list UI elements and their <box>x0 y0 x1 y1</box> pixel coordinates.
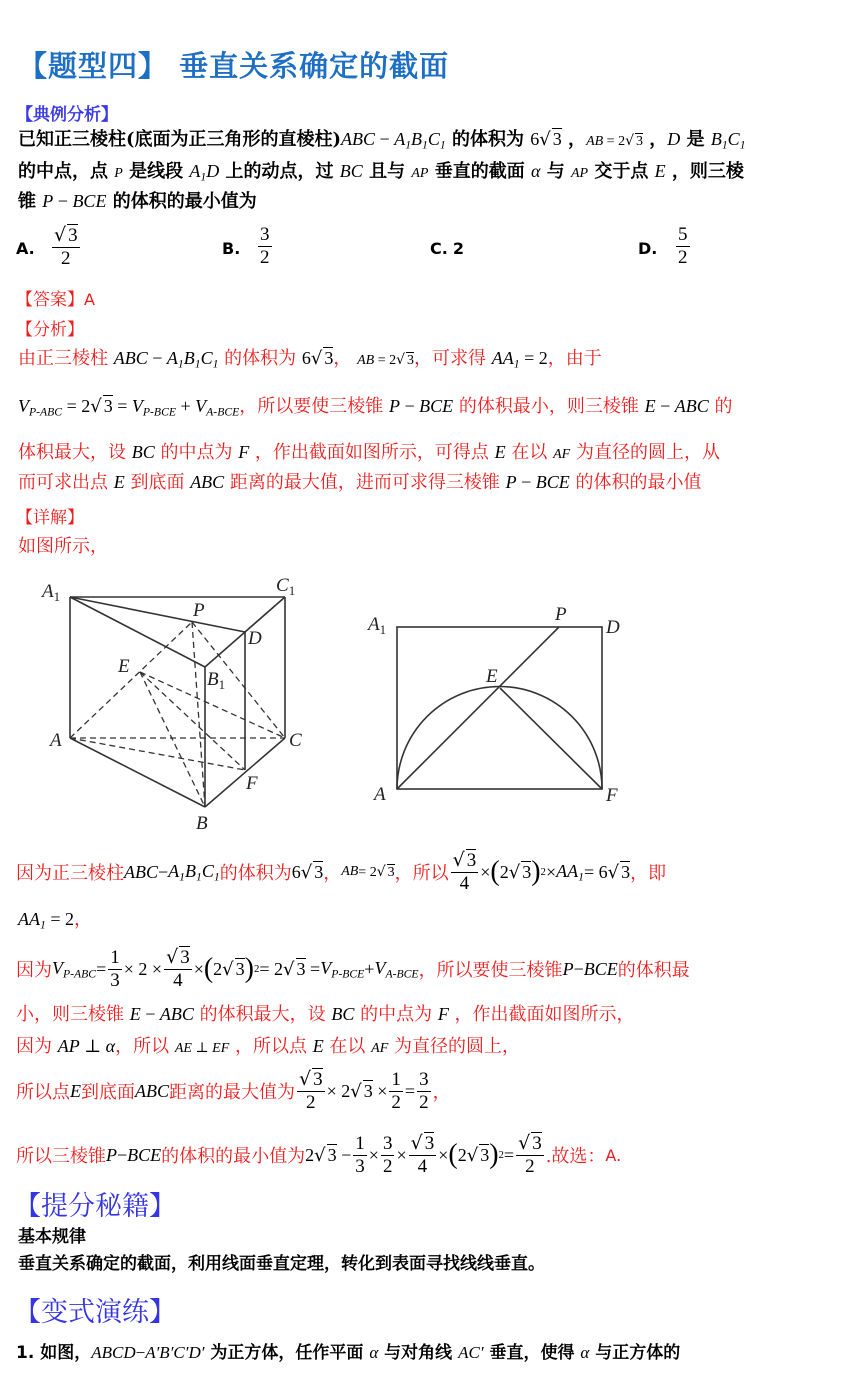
options-row <box>16 225 736 275</box>
detail-line-4: 小，则三棱锥 E − ABC 的体积最大，设 BC 的中点为 F ，作出截面如图所示， <box>16 1004 635 1025</box>
question-prefix: 已知正三棱柱(底面为正三角形的直棱柱) <box>18 129 342 150</box>
analysis-line-2: $V_{P-ABC} = 2√$ $3 = V_{P-BCE} + V_{A-BCE}$，所以要使三棱锥 P − BCE 的体积最小，则三棱锥 E − ABC 的 <box>18 396 733 419</box>
detail-line-3: 因为 $V_{P-ABC}$ = $\frac{1}{3}$ × 2 × $\frac{√ 3}{4}$ × ( 2√ 3 ) 2 = 2√ 3 = $V_{P-BCE}$ + $V_{A-BCE}$ ，所以要使三棱锥 P − BCE 的体积最 <box>16 946 690 991</box>
detail-intro: 如图所示， <box>18 536 108 557</box>
option-c-letter: C. <box>430 239 448 258</box>
option-a-value: $\frac{√ 3}{2}$ <box>54 224 78 269</box>
option-d-value: $\frac{5}{2}$ <box>678 224 688 268</box>
option-a-letter: A. <box>16 239 35 258</box>
option-a[interactable] <box>16 239 35 258</box>
detail-line-5: 因为 AP ⊥ α，所以 AE ⊥ EF ，所以点 E 在以 AF 为直径的圆上， <box>16 1036 520 1057</box>
label-F: F <box>606 785 618 806</box>
answer-label: 【答案】 <box>16 290 84 310</box>
label-C1: $C_1$ <box>276 575 296 598</box>
label-B: B <box>196 813 208 834</box>
option-b[interactable] <box>222 239 240 258</box>
prism-figure <box>0 560 340 840</box>
label-D: D <box>248 628 262 649</box>
detail-label: 【详解】 <box>16 508 84 528</box>
practice-question-1: 1. 如图，ABCD−A′B′C′D′ 为正方体，任作平面 α 与对角线 AC′ 垂直，使得 α 与正方体的 <box>16 1343 681 1363</box>
option-b-value: $\frac{3}{2}$ <box>260 224 270 268</box>
analysis-line-4: 而可求出点 E 到底面 ABC 距离的最大值，进而可求得三棱锥 P − BCE 的体积的最小值 <box>18 472 702 493</box>
q1-number: 1. <box>16 1343 35 1363</box>
label-F: F <box>246 773 258 794</box>
label-A: A <box>374 784 386 805</box>
label-E: E <box>486 666 498 687</box>
tips-text: 垂直关系确定的截面，利用线面垂直定理，转化到表面寻找线线垂直。 <box>18 1254 545 1274</box>
label-P: P <box>555 604 567 625</box>
tips-subtitle: 基本规律 <box>18 1227 86 1247</box>
option-b-letter: B. <box>222 239 241 258</box>
option-c-value: 2 <box>452 239 465 258</box>
cross-section-figure <box>360 595 640 815</box>
label-A1: $A_1$ <box>42 581 61 604</box>
option-c[interactable] <box>430 239 464 258</box>
question-line-2: 的中点，点 P 是线段 $A_1D$ 上的动点，过 BC 且与 AP 垂直的截面 α 与 AP 交于点 E ，则三棱 <box>18 161 744 184</box>
label-D: D <box>606 617 620 638</box>
page-title: 【题型四】 垂直关系确定的截面 <box>18 49 450 83</box>
question-line-1: 已知正三棱柱(底面为正三角形的直棱柱)$ABC - A_1B_1C_1$ 的体积为 6√ 3 ，AB = 2√ 3 ，D 是 $B_1C_1$ <box>18 129 746 152</box>
label-P: P <box>193 600 205 621</box>
detail-line-1: 因为正三棱柱 ABC − $A_1B_1C_1$ 的体积为 6√ 3 ， AB = 2√ 3 ，所以 $\frac{√ 3}{4}$ × ( 2√ 3 ) 2 × $AA_1$ = 6√ 3 ，即 <box>16 849 667 894</box>
analysis-line-3: 体积最大，设 BC 的中点为 F ，作出截面如图所示，可得点 E 在以 AF 为直径的圆上，从 <box>18 442 720 463</box>
tips-section-label: 【提分秘籍】 <box>14 1191 176 1222</box>
label-A: A <box>50 730 62 751</box>
label-C: C <box>289 730 302 751</box>
question-line-3: 锥 P − BCE 的体积的最小值为 <box>18 191 257 212</box>
example-section-label: 【典例分析】 <box>16 105 118 125</box>
label-B1: $B_1$ <box>207 669 226 692</box>
label-E: E <box>118 656 130 677</box>
answer-line <box>16 285 95 310</box>
detail-line-2: $AA_1 = 2$， <box>18 909 92 932</box>
option-d[interactable] <box>638 239 657 258</box>
detail-line-7: 所以三棱锥 P − BCE 的体积的最小值为 2√ 3 − $\frac{1}{3}$ × $\frac{3}{2}$ × $\frac{√ 3}{4}$ × ( 2√ 3 ) 2 = $\frac{√ 3}{2}$ .故选： A. <box>16 1132 622 1177</box>
label-A1: $A_1$ <box>368 614 387 637</box>
answer-value: A <box>84 290 95 309</box>
option-d-letter: D. <box>638 239 658 258</box>
analysis-label: 【分析】 <box>16 320 84 340</box>
detail-line-6: 所以点 E 到底面 ABC 距离的最大值为 $\frac{√ 3}{2}$ × 2√ 3 × $\frac{1}{2}$ = $\frac{3}{2}$ ， <box>16 1068 451 1113</box>
practice-section-label: 【变式演练】 <box>14 1297 176 1328</box>
analysis-line-1: 由正三棱柱 ABC − $A_1B_1C_1$ 的体积为 6√ 3， AB = 2√ 3，可求得 $AA_1 = 2$，由于 <box>18 348 602 371</box>
